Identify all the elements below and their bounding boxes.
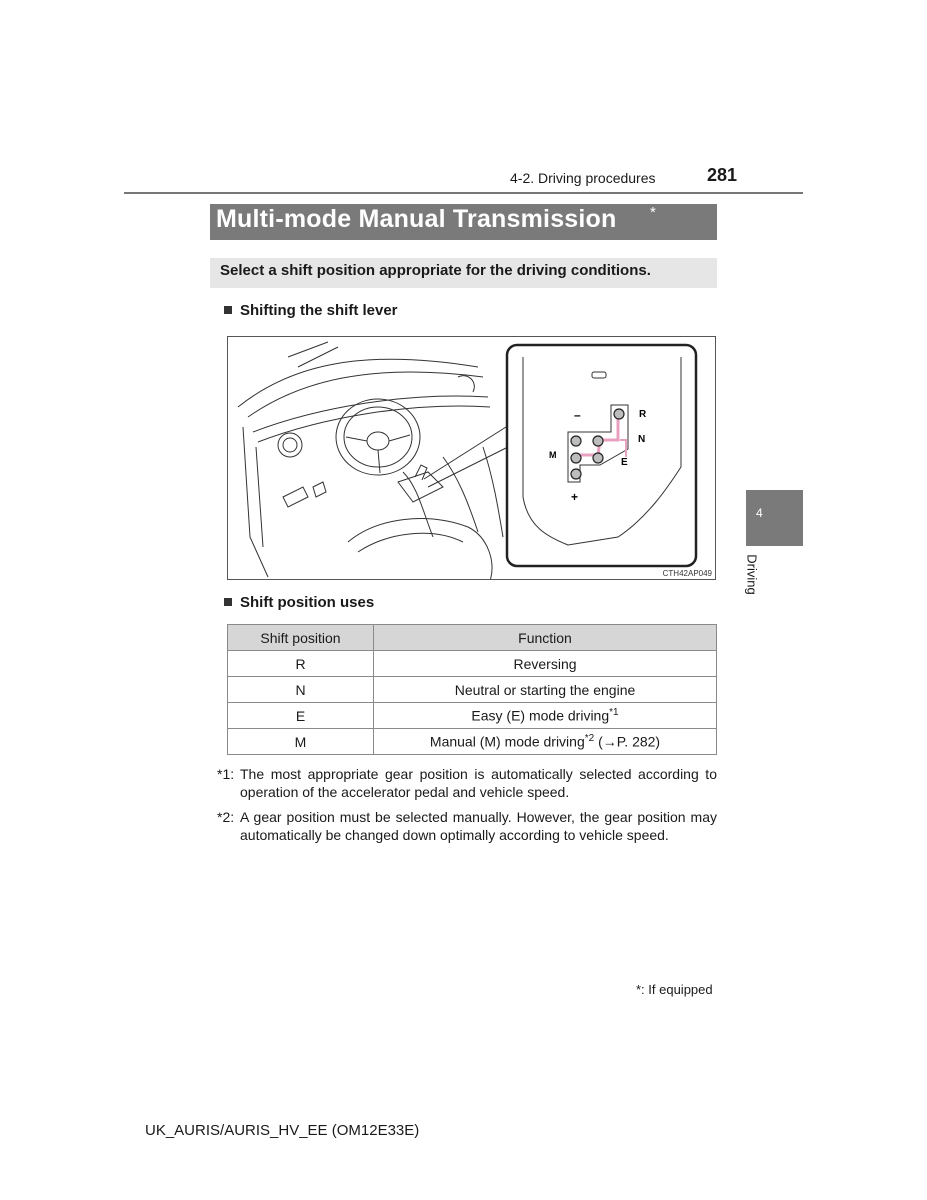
function-cell: Easy (E) mode driving$^{*1}$ xyxy=(374,703,717,729)
footnote-text: A gear position must be selected manually. However, the gear position may automatically be changed down optimally according to vehicle speed. xyxy=(240,809,717,843)
function-cell: Manual (M) mode driving$^{*2}$ (→P. 282) xyxy=(374,729,717,755)
table-header-row xyxy=(228,625,717,651)
cockpit-illustration xyxy=(228,337,716,580)
chapter-label xyxy=(744,553,772,603)
position-cell: N xyxy=(228,677,374,703)
chapter-label-text: Driving xyxy=(744,554,760,595)
footnote-2 xyxy=(217,808,717,844)
page-number: 281 xyxy=(707,165,738,185)
footnote-text: The most appropriate gear position is automatically selected according to operation of the accelerator pedal and vehicle speed. xyxy=(240,766,717,800)
position-cell: E xyxy=(228,703,374,729)
gate-label-r: R xyxy=(639,409,647,420)
table-row xyxy=(228,729,717,755)
gate-label-n: N xyxy=(638,434,646,445)
page-reference: (→P. 282) xyxy=(594,733,661,750)
shift-position-table xyxy=(227,624,717,755)
subhead-shift-lever xyxy=(224,302,398,319)
gate-label-minus: – xyxy=(574,408,581,422)
function-cell: Neutral or starting the engine xyxy=(374,677,717,703)
function-cell: Reversing xyxy=(374,651,717,677)
footnote-ref: *1 xyxy=(609,707,619,719)
table-row xyxy=(228,651,717,677)
position-cell: R xyxy=(228,651,374,677)
table-row xyxy=(228,677,717,703)
chapter-number: 4 xyxy=(756,506,763,520)
table-row xyxy=(228,703,717,729)
gate-label-e: E xyxy=(621,457,628,468)
lead-text: Select a shift position appropriate for the driving conditions. xyxy=(220,262,651,279)
subhead-shift-uses-text: Shift position uses xyxy=(240,594,375,611)
square-bullet-icon xyxy=(224,598,232,606)
footnote-1 xyxy=(217,765,717,801)
page-title-bar xyxy=(210,204,717,240)
footnote-marker: *2: xyxy=(217,809,235,825)
shift-lever-figure xyxy=(227,336,716,580)
figure-code: CTH42AP049 xyxy=(662,569,712,578)
chapter-tab xyxy=(746,490,803,546)
subhead-shift-uses xyxy=(224,594,374,611)
square-bullet-icon xyxy=(224,306,232,314)
footnote-ref: *2 xyxy=(584,733,595,745)
subhead-shift-lever-text: Shifting the shift lever xyxy=(240,302,398,319)
section-label: 4-2. Driving procedures xyxy=(510,170,656,186)
title-asterisk: * xyxy=(650,204,656,221)
column-header: Shift position xyxy=(228,625,374,651)
lead-box xyxy=(210,258,717,288)
position-cell: M xyxy=(228,729,374,755)
if-equipped-note: *: If equipped xyxy=(636,982,713,997)
page-title: Multi-mode Manual Transmission xyxy=(216,205,617,233)
footnote-marker: *1: xyxy=(217,766,235,782)
column-header: Function xyxy=(374,625,717,651)
footer-code: UK_AURIS/AURIS_HV_EE (OM12E33E) xyxy=(145,1122,420,1139)
header-rule xyxy=(124,192,803,194)
gate-label-m: M xyxy=(549,450,557,460)
gate-label-plus: + xyxy=(571,490,579,504)
